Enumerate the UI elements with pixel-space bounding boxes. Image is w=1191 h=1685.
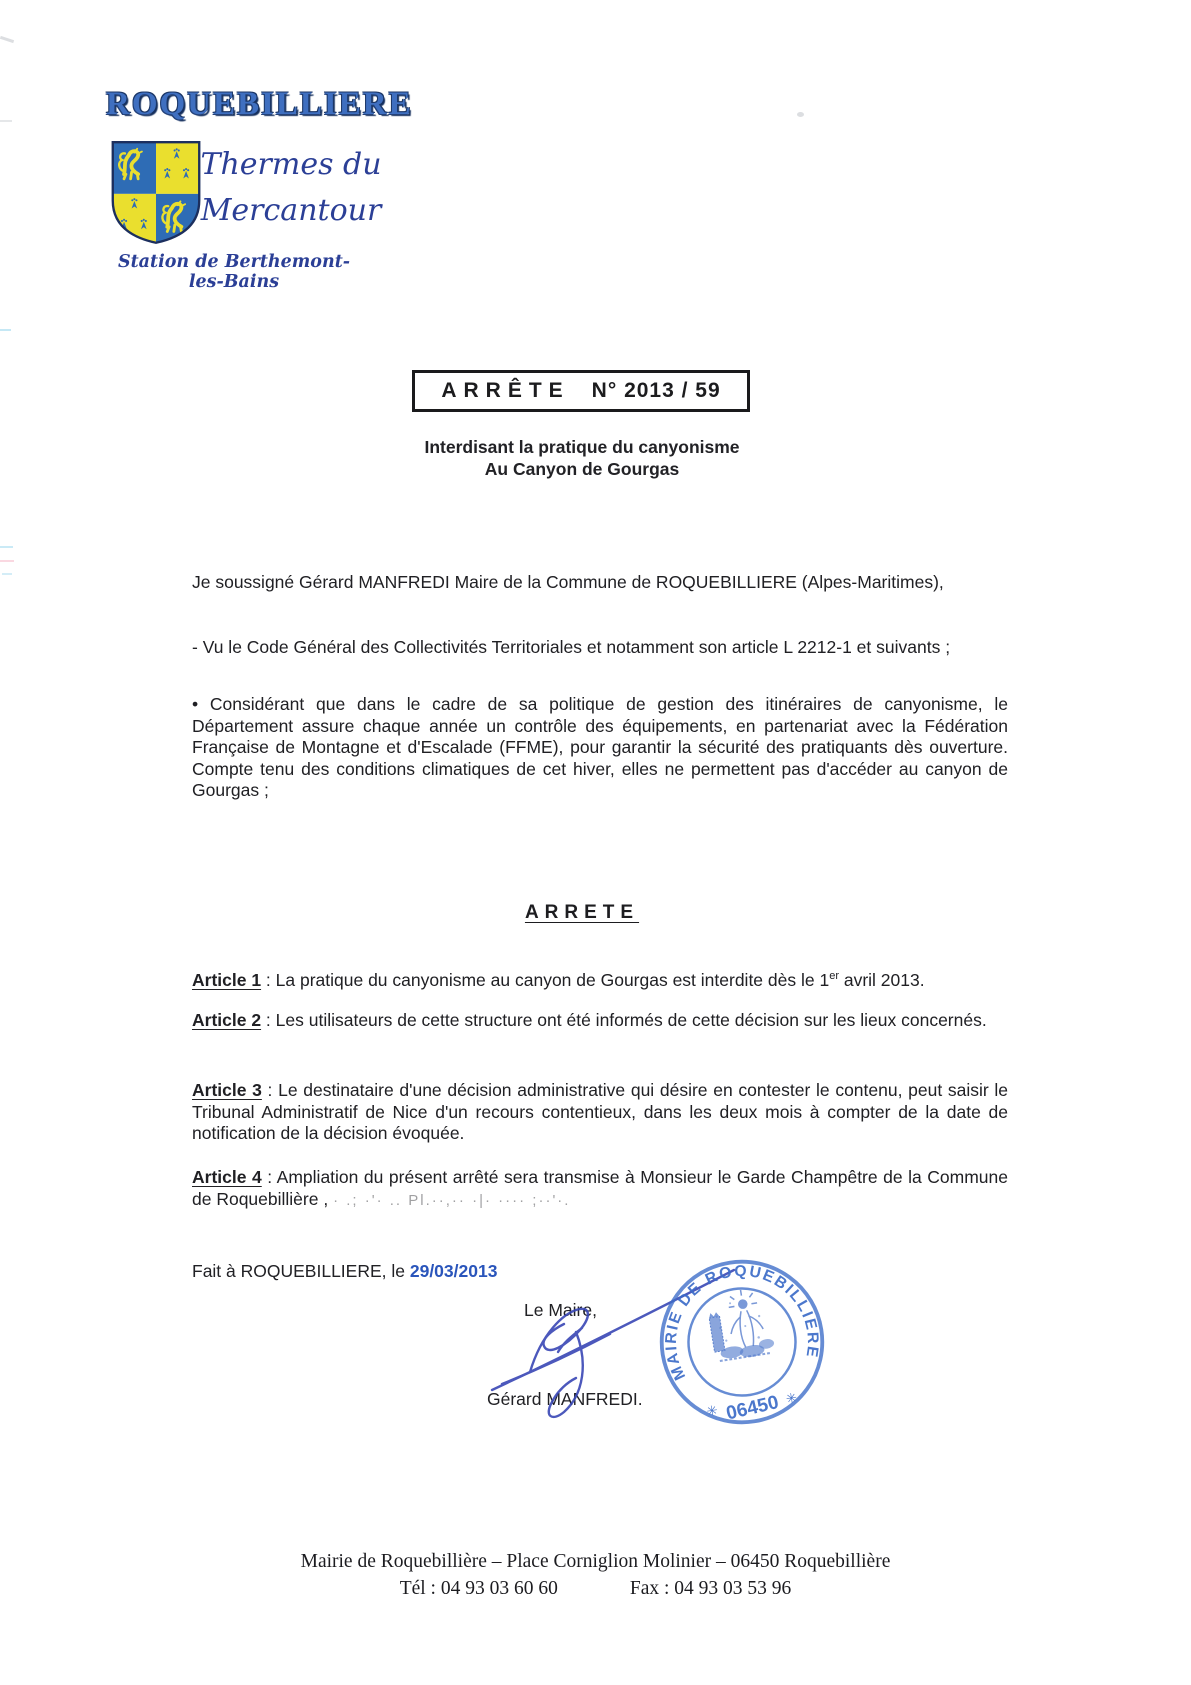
article-4-faded-fragment: · .; ·'· .. Pl.··,·· ·|· ···· ;··'·. xyxy=(333,1191,571,1209)
paragraph-intro: Je soussigné Gérard MANFREDI Maire de la Commune de ROQUEBILLIERE (Alpes-Maritimes), xyxy=(192,572,944,592)
article-1-body-post: avril 2013. xyxy=(838,969,925,990)
footer-contacts xyxy=(0,1575,1191,1602)
signer-title: Le Maire, xyxy=(524,1300,597,1320)
footer-fax: Fax : 04 93 03 53 96 xyxy=(629,1578,792,1599)
article-2-label: Article 2 xyxy=(192,1010,262,1030)
svg-text:MAIRIE DE ROQUEBILLIERE xyxy=(651,1251,824,1383)
stamp-postal-code: 06450 xyxy=(724,1392,781,1425)
article-4-body: : Ampliation du présent arrêté sera transmise à Monsieur le Garde Champêtre de la Commune de Roquebillière , xyxy=(192,1167,1009,1209)
footer-address: Mairie de Roquebillière – Place Corniglion Molinier – 06450 Roquebillière xyxy=(300,1551,891,1572)
paragraph-vu: - Vu le Code Général des Collectivités Territoriales et notamment son article L 2212-1 et suivants ; xyxy=(192,637,951,657)
brand-title xyxy=(196,142,386,234)
stamp-emblem xyxy=(706,1286,776,1362)
stamp-ring-text: MAIRIE DE ROQUEBILLIERE xyxy=(662,1263,822,1383)
scan-artifact xyxy=(0,546,13,548)
article-2-body: : Les utilisateurs de cette structure ont été informés de cette décision sur les lieux concernés. xyxy=(261,1010,987,1030)
scan-artifact xyxy=(0,560,14,562)
signer-name: Gérard MANFREDI. xyxy=(487,1389,643,1409)
place-date-line xyxy=(192,1261,497,1282)
stamp-star-right-icon: ✳ xyxy=(784,1390,799,1407)
article-3 xyxy=(192,1080,1008,1145)
scan-artifact xyxy=(0,329,11,331)
article-3-label: Article 3 xyxy=(192,1080,262,1100)
municipal-stamp xyxy=(644,1244,841,1441)
decree-date: 29/03/2013 xyxy=(409,1261,498,1281)
decree-title-word: ARRÊTE xyxy=(441,379,570,402)
article-1-body-pre: : La pratique du canyonisme au canyon de Gourgas est interdite dès le 1 xyxy=(261,969,830,990)
article-1-sup: er xyxy=(829,970,839,982)
decree-subtitle-line2: Au Canyon de Gourgas xyxy=(484,459,680,479)
stamp-star-left-icon: ✳ xyxy=(705,1402,719,1420)
arrete-heading: ARRETE xyxy=(524,902,640,923)
brand-line1: Thermes du xyxy=(200,147,382,182)
scan-artifact xyxy=(0,120,12,122)
scan-artifact xyxy=(797,112,804,117)
article-4 xyxy=(192,1167,1008,1211)
paragraph-considerant: • Considérant que dans le cadre de sa politique de gestion des itinéraires de canyonisme, le Département assure chaque année un contrôle des équipements, en partenariat avec la Fédération Française de Montagne et d'Escalade (FFME), pour garantir la sécurité des pratiquants dès ouverture. Compte tenu des conditions climatiques de cet hiver, elles ne permettent pas d'accéder au canyon de Gourgas ; xyxy=(192,694,1008,800)
place-date-label: Fait à ROQUEBILLIERE, le xyxy=(192,1261,410,1281)
scan-artifact xyxy=(2,573,12,575)
brand-line2: Mercantour xyxy=(200,193,382,228)
decree-subtitle-line1: Interdisant la pratique du canyonisme xyxy=(424,437,740,457)
article-4-label: Article 4 xyxy=(192,1167,262,1187)
article-2 xyxy=(192,1010,1008,1032)
article-3-body: : Le destinataire d'une décision administrative qui désire en contester le contenu, peut saisir le Tribunal Administratif de Nice d'un recours contentieux, dans les deux mois à compter de la date de notification de la décision évoquée. xyxy=(192,1080,1008,1143)
article-1-label: Article 1 xyxy=(192,969,262,990)
article-1 xyxy=(192,966,1008,991)
station-subtitle: Station de Berthemont-les-Bains xyxy=(117,252,351,292)
scan-artifact xyxy=(0,36,14,43)
commune-name: ROQUEBILLIERE xyxy=(106,86,413,122)
decree-subtitle xyxy=(192,436,972,480)
decree-title-box xyxy=(412,370,750,412)
footer xyxy=(0,1548,1191,1602)
decree-title-number: N° 2013 / 59 xyxy=(591,379,721,402)
coat-of-arms xyxy=(109,138,203,246)
footer-tel: Tél : 04 93 03 60 60 xyxy=(399,1578,558,1599)
